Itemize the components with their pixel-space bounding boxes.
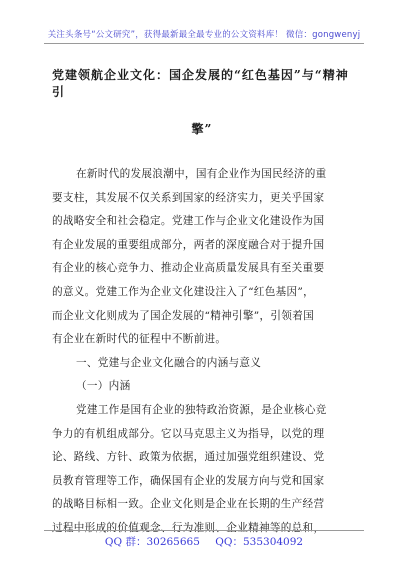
body-line: 一、党建与企业文化融合的内涵与意义 bbox=[76, 356, 262, 369]
document-title-line-2: 擎” bbox=[191, 122, 213, 136]
body-line: 在新时代的发展浪潮中，国有企业作为国民经济的重 bbox=[76, 168, 327, 180]
document-title-line-1: 党建领航企业文化：国企发展的“红色基因”与“精神引 bbox=[52, 68, 349, 99]
document-body bbox=[52, 163, 352, 541]
footer-divider bbox=[44, 530, 364, 531]
body-line: 的意义。党建工作为企业文化建设注入了“红色基因”， bbox=[52, 285, 314, 298]
body-line: 员教育管理等工作，确保国有企业的发展方向与党和国家 bbox=[52, 474, 325, 487]
body-line: 的战略安全和社会稳定。党建工作与企业文化建设作为国 bbox=[52, 215, 325, 228]
body-line: 要支柱，其发展不仅关系到国家的经济实力，更关乎国家 bbox=[52, 191, 325, 204]
body-line: 党建工作是国有企业的独特政治资源，是企业核心竞 bbox=[76, 403, 327, 416]
qq-group-number: QQ 群：30265665 bbox=[104, 536, 200, 548]
body-line: 过程中形成的价值观念、行为准则、企业精神等的总和， bbox=[52, 521, 325, 534]
body-line: 争力的有机组成部分。它以马克思主义为指导，以党的理 bbox=[52, 427, 325, 440]
body-line: （一）内涵 bbox=[76, 380, 131, 393]
body-line: 有企业的核心竞争力、推动企业高质量发展具有至关重要 bbox=[52, 262, 325, 275]
body-line: 论、路线、方针、政策为依据，通过加强党组织建设、党 bbox=[52, 451, 325, 464]
header-promo-note: 关注头条号“公文研究”，获得最新最全最专业的公文资料库！ 微信：gongwenyj bbox=[47, 30, 361, 40]
qq-number: QQ：535304092 bbox=[215, 536, 304, 548]
body-line: 的战略目标相一致。企业文化则是企业在长期的生产经营 bbox=[52, 498, 325, 511]
header-divider bbox=[44, 43, 364, 44]
body-line: 有企业在新时代的征程中不断前进。 bbox=[52, 333, 227, 346]
footer-contact bbox=[0, 534, 408, 549]
body-line: 有企业发展的重要组成部分，两者的深度融合对于提升国 bbox=[52, 238, 325, 251]
body-line: 而企业文化则成为了国企发展的“精神引擎”，引领着国 bbox=[52, 309, 314, 322]
